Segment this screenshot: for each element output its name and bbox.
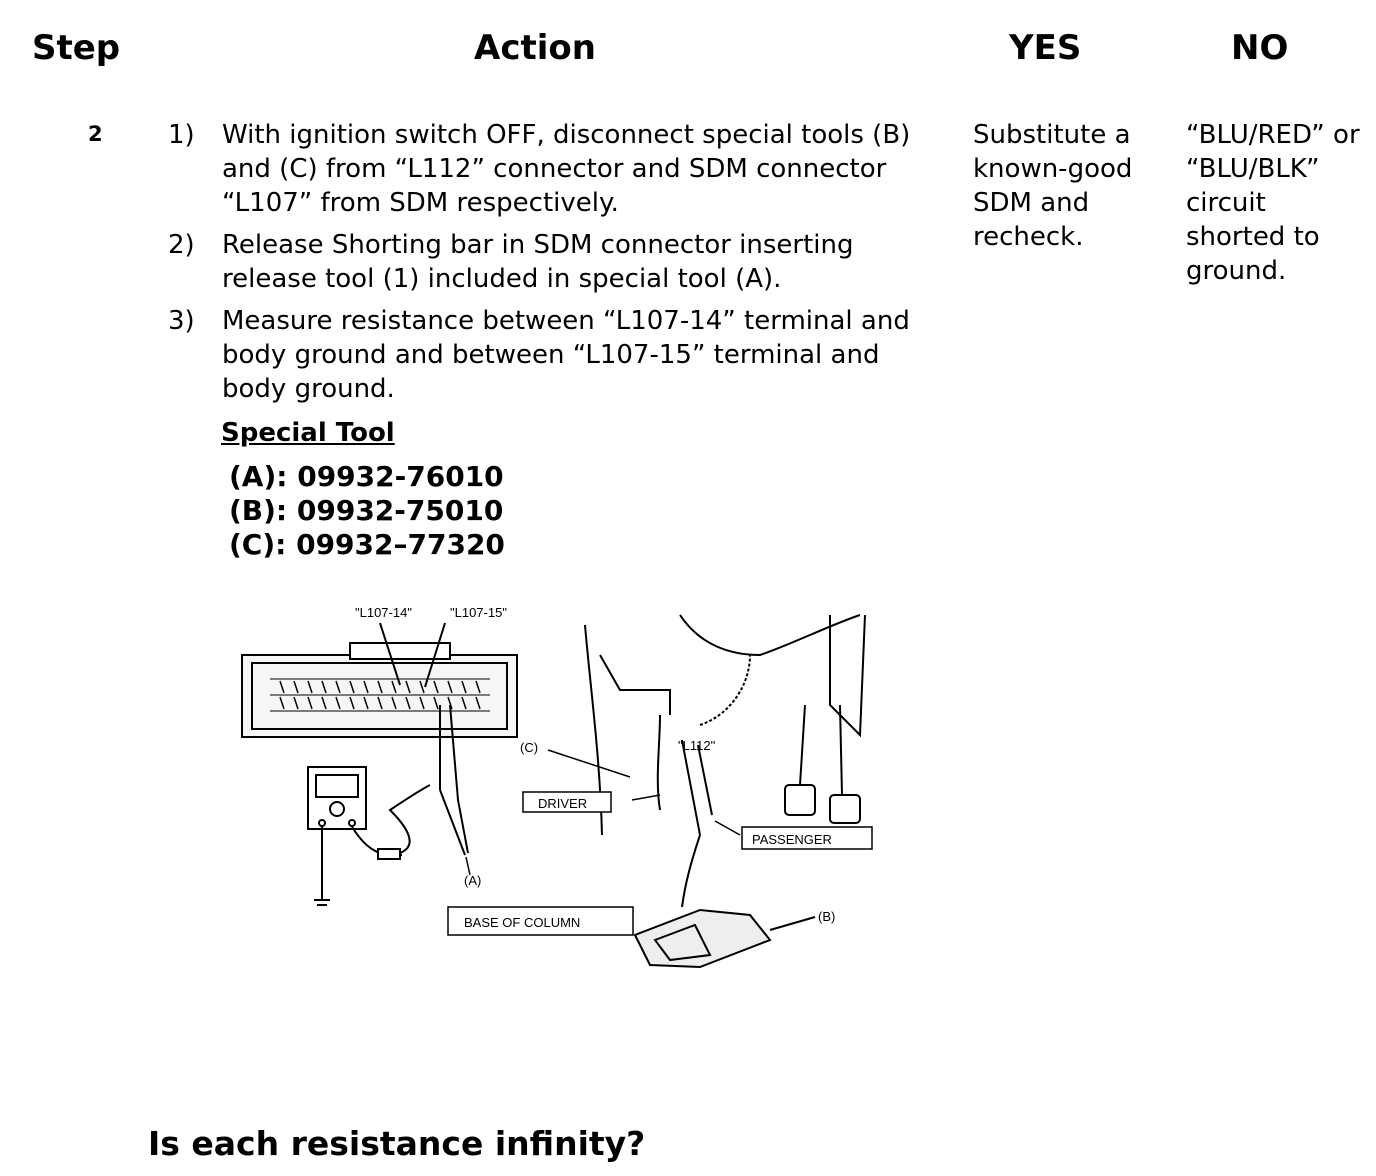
header-step: Step xyxy=(32,28,121,68)
action-item xyxy=(168,118,938,220)
special-tool-title: Special Tool xyxy=(221,418,395,448)
label-driver: DRIVER xyxy=(538,796,588,811)
action-item xyxy=(168,304,938,406)
label-l112: "L112" xyxy=(678,738,716,753)
question-text: Is each resistance infinity? xyxy=(148,1124,646,1163)
special-tool-item: (A): 09932-76010 xyxy=(229,460,504,493)
action-list xyxy=(168,118,938,414)
steering-column-illustration xyxy=(585,615,865,907)
no-result: “BLU/RED” or “BLU/BLK” circuit shorted to ground. xyxy=(1186,120,1360,286)
sdm-connector-illustration xyxy=(242,623,517,737)
step-number: 2 xyxy=(88,122,103,146)
action-text: Measure resistance between “L107-14” terminal and body ground and between “L107-15” terminal and body ground. xyxy=(222,306,910,404)
action-text: Release Shorting bar in SDM connector inserting release tool (1) included in special tool (A). xyxy=(222,230,854,294)
header-no: NO xyxy=(1231,28,1289,68)
base-of-column-tool-illustration xyxy=(635,910,815,967)
special-tool-list xyxy=(229,460,505,562)
label-a: (A) xyxy=(464,873,482,888)
wiring-diagram xyxy=(230,595,880,985)
label-base-of-column: BASE OF COLUMN xyxy=(464,915,581,930)
action-number: 3) xyxy=(168,306,195,336)
label-c: (C) xyxy=(520,740,539,755)
yes-result: Substitute a known-good SDM and recheck. xyxy=(973,120,1133,252)
label-l107-15: "L107-15" xyxy=(450,605,507,620)
action-number: 1) xyxy=(168,120,195,150)
action-item xyxy=(168,228,938,296)
special-tool-item: (B): 09932-75010 xyxy=(229,494,504,527)
header-action: Action xyxy=(474,28,596,68)
label-l107-14: "L107-14" xyxy=(355,605,412,620)
action-text: With ignition switch OFF, disconnect special tools (B) and (C) from “L112” connector and SDM connector “L107” from SDM respectively. xyxy=(222,120,911,218)
special-tool-item: (C): 09932–77320 xyxy=(229,528,505,561)
ohmmeter-illustration xyxy=(308,767,430,905)
label-passenger: PASSENGER xyxy=(752,832,832,847)
label-b: (B) xyxy=(818,909,836,924)
header-yes: YES xyxy=(1009,28,1082,68)
action-number: 2) xyxy=(168,230,195,260)
